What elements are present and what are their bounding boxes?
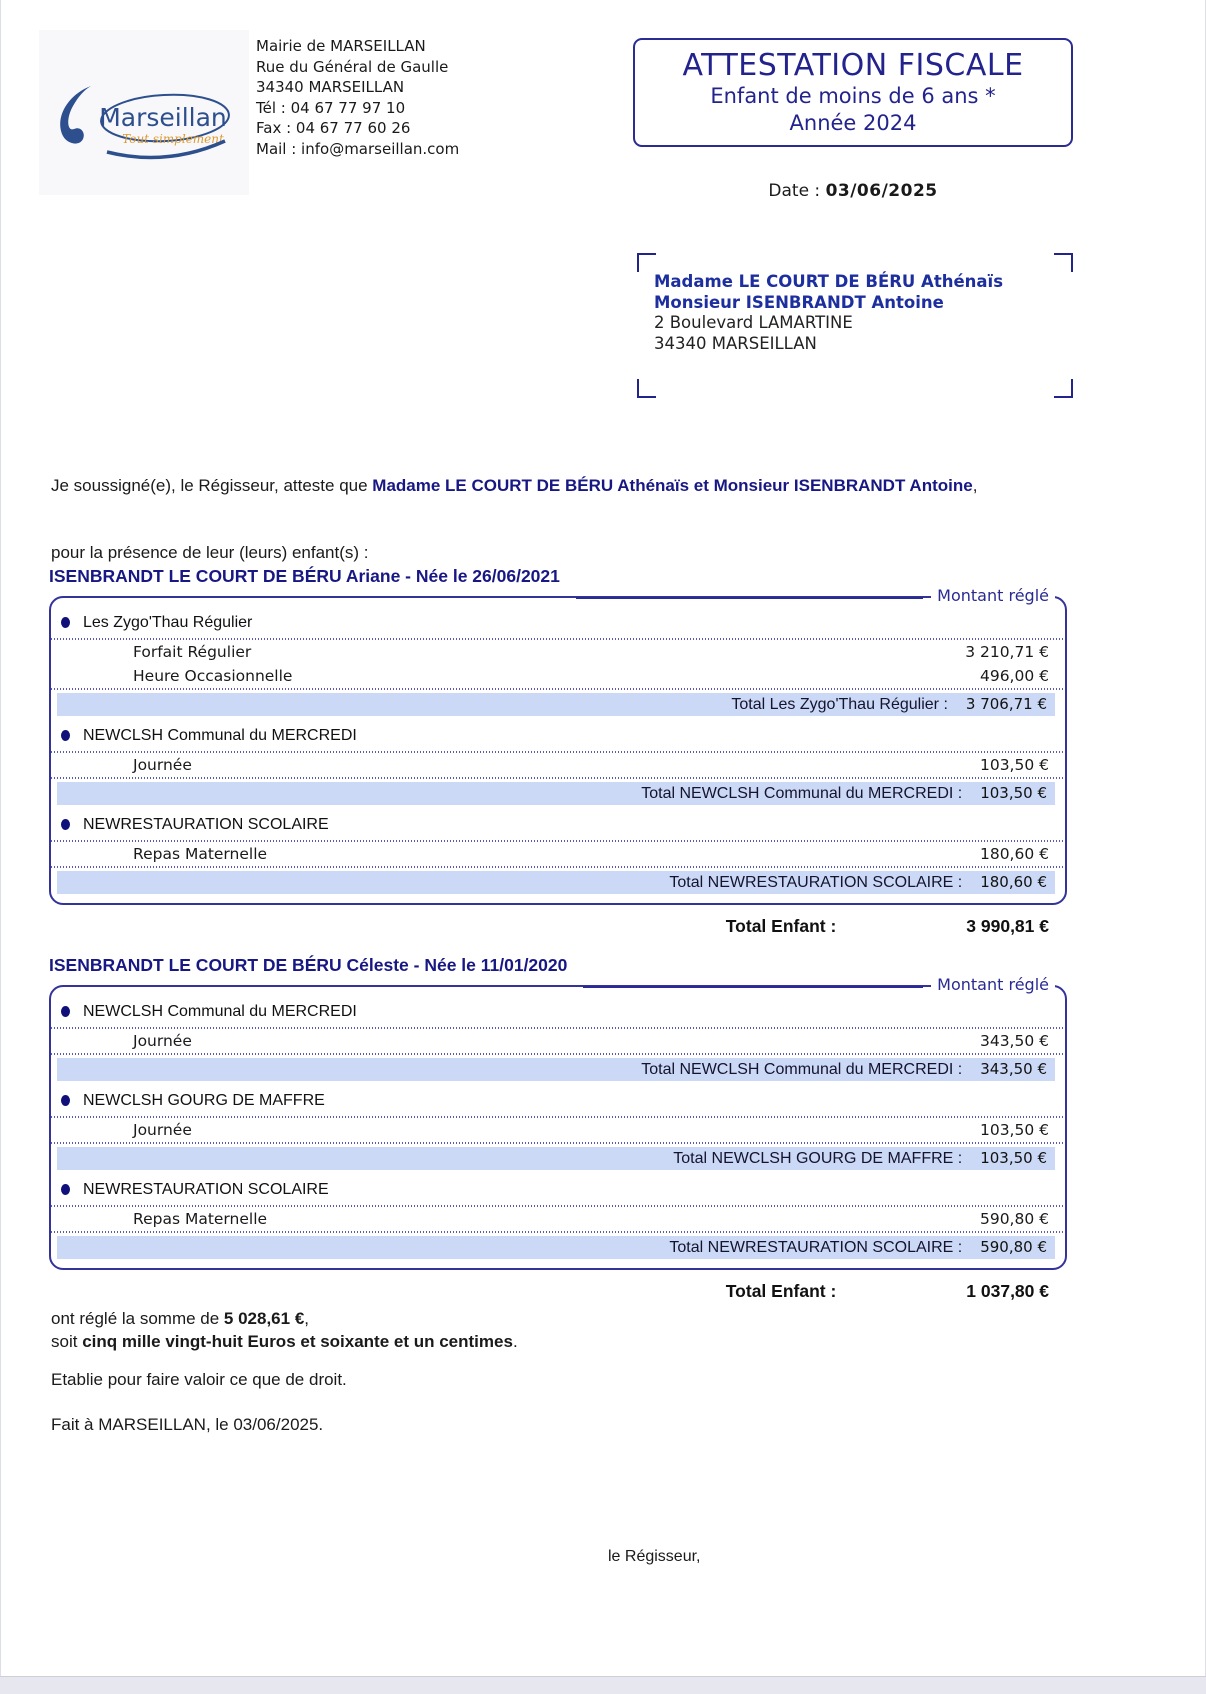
- recipient-address-line: 2 Boulevard LAMARTINE: [654, 313, 853, 332]
- activity-total-amount: 103,50 €: [980, 1149, 1047, 1167]
- dotted-separator: [51, 688, 1065, 690]
- regisseur-line: le Régisseur,: [608, 1548, 701, 1565]
- sender-line: Rue du Général de Gaulle: [256, 57, 449, 76]
- item-amount: 103,50 €: [979, 756, 1049, 774]
- document-subtitle: Enfant de moins de 6 ans *: [710, 84, 996, 108]
- fait-line: Fait à MARSEILLAN, le 03/06/2025.: [51, 1415, 324, 1434]
- marseillan-logo: [39, 30, 249, 195]
- dotted-separator: [51, 1053, 1065, 1055]
- sender-line: Fax : 04 67 77 60 26: [256, 119, 411, 137]
- activity-total-label: Total NEWCLSH GOURG DE MAFFRE :: [673, 1150, 963, 1167]
- date-line: [633, 181, 1073, 201]
- activity-group: [51, 995, 1065, 1081]
- item-row: [51, 1029, 1065, 1053]
- paid-words-line: [51, 1330, 518, 1353]
- bullet-icon: [61, 730, 70, 741]
- intro-paragraph: [51, 474, 1041, 497]
- child-title: ISENBRANDT LE COURT DE BÉRU Ariane - Née le 26/06/2021: [49, 566, 560, 586]
- activity-total-row: [57, 1236, 1055, 1259]
- dotted-separator: [51, 777, 1065, 779]
- item-row: [51, 842, 1065, 866]
- item-amount: 590,80 €: [979, 1210, 1049, 1228]
- child-title: ISENBRANDT LE COURT DE BÉRU Céleste - Née le 11/01/2020: [49, 955, 568, 975]
- activity-total-row: [57, 782, 1055, 805]
- sender-line: Mail : info@marseillan.com: [256, 139, 460, 158]
- intro-parent-names: Madame LE COURT DE BÉRU Athénaïs et Monsieur ISENBRANDT Antoine: [372, 476, 973, 495]
- date-label: Date :: [768, 181, 821, 201]
- corner-mark-icon: [1054, 253, 1073, 272]
- child-section: [49, 566, 1067, 937]
- activity-group: [51, 808, 1065, 894]
- document-title: ATTESTATION FISCALE: [682, 48, 1024, 83]
- total-enfant-row: [49, 915, 1067, 937]
- activity-group: [51, 1084, 1065, 1170]
- item-amount: 103,50 €: [979, 1121, 1049, 1139]
- child-section: [49, 955, 1067, 1302]
- total-enfant-row: [49, 1280, 1067, 1302]
- corner-mark-icon: [1054, 379, 1073, 398]
- head-line: [576, 597, 923, 599]
- item-row: [51, 753, 1065, 777]
- activity-total-amount: 3 706,71 €: [965, 695, 1047, 713]
- item-row: [51, 664, 1065, 688]
- activity-items: [51, 1207, 1065, 1231]
- item-label: Journée: [133, 756, 192, 774]
- logo-tagline: Tout simplement: [122, 132, 224, 146]
- words-prefix: soit: [51, 1332, 83, 1351]
- etablie-line: Etablie pour faire valoir ce que de droit.: [51, 1370, 347, 1389]
- logo-swoosh-icon: [60, 86, 91, 144]
- document-year: Année 2024: [789, 111, 917, 135]
- item-label: Repas Maternelle: [133, 845, 268, 863]
- date-value: 03/06/2025: [825, 181, 938, 201]
- activity-total-label: Total NEWRESTAURATION SCOLAIRE :: [669, 874, 963, 891]
- activity-name-row: [51, 808, 1065, 840]
- paid-amount-line: [51, 1307, 518, 1330]
- activity-box: [49, 596, 1067, 905]
- activity-items: [51, 640, 1065, 688]
- corner-mark-icon: [637, 253, 656, 272]
- item-label: Forfait Régulier: [133, 643, 252, 661]
- words-bold: cinq mille vingt-huit Euros et soixante et un centimes: [82, 1332, 513, 1351]
- activity-name: NEWCLSH Communal du MERCREDI: [83, 1003, 357, 1020]
- intro-suffix: ,: [972, 476, 978, 495]
- activity-name: NEWCLSH Communal du MERCREDI: [83, 727, 357, 744]
- activity-items: [51, 1118, 1065, 1142]
- item-label: Repas Maternelle: [133, 1210, 268, 1228]
- item-amount: 343,50 €: [979, 1032, 1049, 1050]
- paid-prefix: ont réglé la somme de: [51, 1309, 224, 1328]
- bullet-icon: [61, 1184, 70, 1195]
- activity-total-label: Total Les Zygo'Thau Régulier :: [731, 696, 948, 713]
- child-section-head: [49, 566, 1067, 607]
- total-enfant-label: Total Enfant :: [725, 916, 837, 936]
- activity-total-row: [57, 693, 1055, 716]
- recipient-name: Monsieur ISENBRANDT Antoine: [654, 292, 944, 312]
- activity-total-amount: 103,50 €: [980, 784, 1047, 802]
- activity-total-label: Total NEWCLSH Communal du MERCREDI :: [641, 785, 963, 802]
- marseillan-logo-image: [39, 30, 249, 195]
- dotted-separator: [51, 1142, 1065, 1144]
- activity-items: [51, 753, 1065, 777]
- item-amount: 3 210,71 €: [965, 643, 1049, 661]
- activity-group: [51, 606, 1065, 716]
- montant-regle-label: Montant réglé: [931, 975, 1055, 996]
- activity-name: Les Zygo'Thau Régulier: [83, 614, 253, 631]
- activity-total-amount: 180,60 €: [980, 873, 1047, 891]
- recipient-address-line: 34340 MARSEILLAN: [654, 333, 817, 353]
- bullet-icon: [61, 1095, 70, 1106]
- activity-name-row: [51, 995, 1065, 1027]
- viewer-background-strip: [0, 1676, 1206, 1694]
- activity-name-row: [51, 1084, 1065, 1116]
- sender-address: [256, 36, 459, 159]
- words-suffix: .: [512, 1332, 518, 1351]
- activity-name-row: [51, 1173, 1065, 1205]
- activity-total-label: Total NEWCLSH Communal du MERCREDI :: [641, 1061, 963, 1078]
- sender-line: Tél : 04 67 77 97 10: [256, 98, 406, 117]
- item-amount: 496,00 €: [979, 667, 1049, 685]
- activity-total-row: [57, 1058, 1055, 1081]
- activity-total-row: [57, 871, 1055, 894]
- activity-items: [51, 1029, 1065, 1053]
- activity-total-amount: 590,80 €: [980, 1238, 1047, 1256]
- item-amount: 180,60 €: [979, 845, 1049, 863]
- item-row: [51, 1207, 1065, 1231]
- paid-amount: 5 028,61 €: [223, 1309, 305, 1328]
- activity-name: NEWCLSH GOURG DE MAFFRE: [83, 1092, 325, 1109]
- activity-group: [51, 719, 1065, 805]
- dotted-separator: [51, 1231, 1065, 1233]
- dotted-separator: [51, 866, 1065, 868]
- activity-name-row: [51, 719, 1065, 751]
- sender-line: Mairie de MARSEILLAN: [256, 37, 426, 55]
- attestation-title-box: [633, 38, 1073, 147]
- bullet-icon: [61, 617, 70, 628]
- presence-line: pour la présence de leur (leurs) enfant(s) :: [51, 543, 369, 562]
- head-line: [583, 986, 923, 988]
- activity-name-row: [51, 606, 1065, 638]
- item-label: Journée: [133, 1032, 192, 1050]
- sender-line: 34340 MARSEILLAN: [256, 78, 405, 96]
- bullet-icon: [61, 819, 70, 830]
- recipient-address: [654, 272, 1003, 354]
- activity-items: [51, 842, 1065, 866]
- intro-prefix: Je soussigné(e), le Régisseur, atteste que: [51, 476, 373, 495]
- child-section-head: [49, 955, 1067, 996]
- activity-name: NEWRESTAURATION SCOLAIRE: [83, 816, 329, 833]
- children-sections: [49, 566, 1067, 1302]
- montant-regle-label: Montant réglé: [931, 586, 1055, 607]
- activity-name: NEWRESTAURATION SCOLAIRE: [83, 1181, 329, 1198]
- total-enfant-amount: 3 990,81 €: [966, 916, 1049, 936]
- item-row: [51, 1118, 1065, 1142]
- paid-summary: [51, 1307, 518, 1353]
- item-label: Heure Occasionnelle: [133, 667, 293, 685]
- total-enfant-amount: 1 037,80 €: [966, 1281, 1049, 1301]
- item-label: Journée: [133, 1121, 192, 1139]
- total-enfant-label: Total Enfant :: [725, 1281, 837, 1301]
- paid-suffix: ,: [304, 1309, 310, 1328]
- activity-total-amount: 343,50 €: [980, 1060, 1047, 1078]
- activity-group: [51, 1173, 1065, 1259]
- bullet-icon: [61, 1006, 70, 1017]
- logo-wordmark: Marseillan: [99, 103, 227, 132]
- activity-total-label: Total NEWRESTAURATION SCOLAIRE :: [669, 1239, 963, 1256]
- activity-total-row: [57, 1147, 1055, 1170]
- item-row: [51, 640, 1065, 664]
- corner-mark-icon: [637, 379, 656, 398]
- recipient-name: Madame LE COURT DE BÉRU Athénaïs: [654, 272, 1004, 291]
- activity-box: [49, 985, 1067, 1270]
